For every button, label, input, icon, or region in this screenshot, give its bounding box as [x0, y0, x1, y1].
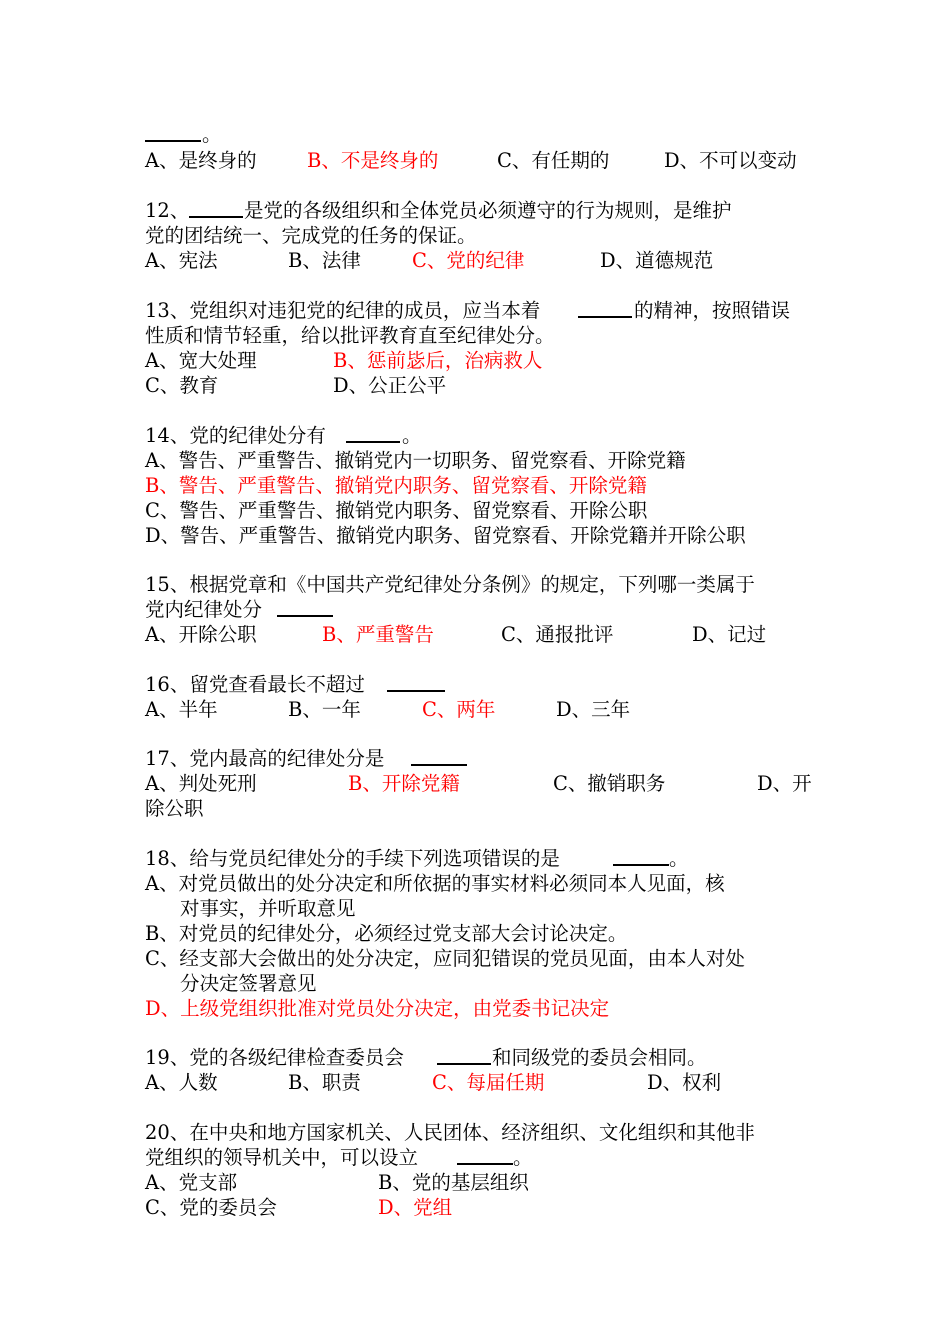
answer-blank [437, 1045, 491, 1071]
question-text: A、人数 [145, 1071, 218, 1094]
question-text: 14、党的纪律处分有 [145, 424, 326, 447]
question-text: D、道德规范 [600, 249, 714, 272]
question-text: 19、党的各级纪律检查委员会 [145, 1046, 404, 1069]
question-text: A、警告、严重警告、撤销党内一切职务、留党察看、开除党籍 [145, 449, 686, 472]
question-text: 16、留党查看最长不超过 [145, 673, 365, 696]
answer-blank [145, 122, 201, 148]
question-text: 12、 [145, 199, 190, 222]
answer-text: B、严重警告 [322, 623, 434, 646]
question-text: A、宽大处理 [145, 349, 257, 372]
question-text: C、警告、严重警告、撤销党内职务、留党察看、开除公职 [145, 499, 648, 522]
question-text: D、权利 [647, 1071, 722, 1094]
question-text: 分决定签署意见 [180, 972, 317, 995]
question-text: C、党的委员会 [145, 1196, 277, 1219]
answer-blank [411, 746, 467, 772]
question-text: 。 [202, 123, 222, 146]
answer-text: B、警告、严重警告、撤销党内职务、留党察看、开除党籍 [145, 474, 647, 497]
question-text: 和同级党的委员会相同。 [492, 1046, 707, 1069]
answer-text: B、惩前毖后，治病救人 [333, 349, 543, 372]
question-text: 对事实，并听取意见 [180, 897, 356, 920]
answer-text: B、开除党籍 [348, 772, 460, 795]
blank-underline [387, 672, 445, 692]
question-text: C、撤销职务 [553, 772, 666, 795]
blank-underline [437, 1045, 491, 1065]
answer-blank [346, 423, 400, 449]
answer-blank [387, 672, 445, 698]
question-text: C、教育 [145, 374, 219, 397]
question-text: D、警告、严重警告、撤销党内职务、留党察看、开除党籍并开除公职 [145, 524, 746, 547]
answer-text: D、党组 [378, 1196, 453, 1219]
answer-blank [578, 298, 632, 324]
answer-blank [189, 198, 243, 224]
blank-underline [145, 122, 201, 142]
question-text: B、法律 [288, 249, 361, 272]
blank-underline [277, 597, 333, 617]
question-text: 的精神，按照错误 [634, 299, 791, 322]
question-text: 是党的各级组织和全体党员必须遵守的行为规则，是维护 [244, 199, 732, 222]
question-text: A、对党员做出的处分决定和所依据的事实材料必须同本人见面，核 [145, 872, 725, 895]
question-text: C、经支部大会做出的处分决定，应同犯错误的党员见面，由本人对处 [145, 947, 745, 970]
question-text: D、公正公平 [333, 374, 447, 397]
blank-underline [613, 846, 669, 866]
question-text: 党内纪律处分 [145, 598, 263, 621]
question-text: D、三年 [556, 698, 631, 721]
question-text: 。 [513, 1146, 533, 1169]
blank-underline [578, 298, 632, 318]
answer-text: C、两年 [422, 698, 496, 721]
question-text: 18、给与党员纪律处分的手续下列选项错误的是 [145, 847, 560, 870]
question-text: A、半年 [145, 698, 218, 721]
question-text: 。 [402, 424, 422, 447]
blank-underline [457, 1145, 513, 1165]
answer-blank [613, 846, 669, 872]
question-text: A、是终身的 [145, 149, 257, 172]
question-text: 除公职 [145, 797, 204, 820]
question-text: C、通报批评 [501, 623, 614, 646]
blank-underline [189, 198, 243, 218]
question-text: 17、党内最高的纪律处分是 [145, 747, 385, 770]
answer-text: C、每届任期 [432, 1071, 545, 1094]
question-text: B、党的基层组织 [378, 1171, 529, 1194]
blank-underline [411, 746, 467, 766]
question-text: A、宪法 [145, 249, 218, 272]
question-text: B、职责 [288, 1071, 361, 1094]
question-text: B、一年 [288, 698, 361, 721]
question-text: C、有任期的 [497, 149, 610, 172]
answer-blank [457, 1145, 513, 1171]
answer-blank [277, 597, 333, 623]
question-text: 13、党组织对违犯党的纪律的成员，应当本着 [145, 299, 541, 322]
question-text: 党组织的领导机关中，可以设立 [145, 1146, 419, 1169]
answer-text: B、不是终身的 [307, 149, 439, 172]
question-text: D、开 [757, 772, 812, 795]
question-text: A、开除公职 [145, 623, 257, 646]
question-text: D、记过 [692, 623, 767, 646]
question-text: 。 [669, 847, 689, 870]
question-text: 性质和情节轻重，给以批评教育直至纪律处分。 [145, 324, 555, 347]
question-text: A、党支部 [145, 1171, 238, 1194]
question-text: A、判处死刑 [145, 772, 257, 795]
answer-text: C、党的纪律 [412, 249, 525, 272]
question-text: 15、根据党章和《中国共产党纪律处分条例》的规定，下列哪一类属于 [145, 573, 755, 596]
answer-text: D、上级党组织批准对党员处分决定，由党委书记决定 [145, 997, 610, 1020]
question-text: D、不可以变动 [664, 149, 797, 172]
question-text: 党的团结统一、完成党的任务的保证。 [145, 224, 477, 247]
question-text: B、对党员的纪律处分，必须经过党支部大会讨论决定。 [145, 922, 628, 945]
question-text: 20、在中央和地方国家机关、人民团体、经济组织、文化组织和其他非 [145, 1121, 755, 1144]
blank-underline [346, 423, 400, 443]
